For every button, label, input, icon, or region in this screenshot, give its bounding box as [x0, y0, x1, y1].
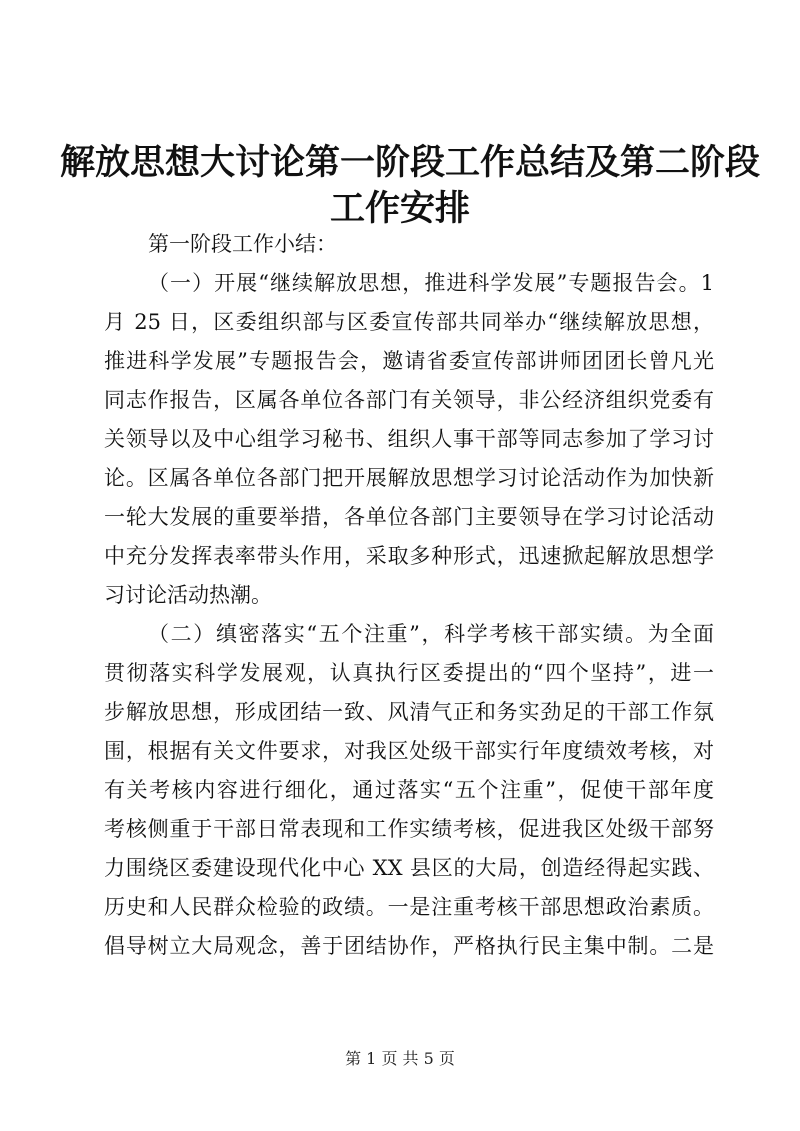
title-line-2: 工作安排 [329, 188, 470, 229]
paragraph-line: 论。区属各单位各部门把开展解放思想学习讨论活动作为加快新 [104, 466, 714, 490]
paragraph-line: （一）开展“继续解放思想，推进科学发展”专题报告会。1 [148, 271, 714, 295]
paragraph-line: 习讨论活动热潮。 [104, 583, 272, 607]
paragraph-line: （二）缜密落实“五个注重”，科学考核干部实绩。为全面 [148, 622, 714, 646]
paragraph-line: 一轮大发展的重要举措，各单位各部门主要领导在学习讨论活动 [104, 505, 714, 529]
section-heading: 第一阶段工作小结： [148, 232, 337, 256]
page-footer: 第 1 页 共 5 页 [345, 1049, 455, 1068]
paragraph-line: 同志作报告，区属各单位各部门有关领导，非公经济组织党委有 [104, 388, 714, 412]
document-body [104, 225, 714, 966]
document-title [60, 140, 761, 232]
paragraph-line: 倡导树立大局观念，善于团结协作，严格执行民主集中制。二是 [104, 934, 714, 958]
paragraph-line: 力围绕区委建设现代化中心 XX 县区的大局，创造经得起实践、 [104, 856, 714, 880]
title-line-1: 解放思想大讨论第一阶段工作总结及第二阶段 [60, 142, 761, 183]
paragraph-line: 推进科学发展”专题报告会，邀请省委宣传部讲师团团长曾凡光 [104, 349, 714, 373]
paragraph-line: 围，根据有关文件要求，对我区处级干部实行年度绩效考核，对 [104, 739, 714, 763]
paragraph-line: 中充分发挥表率带头作用，采取多种形式，迅速掀起解放思想学 [104, 544, 714, 568]
paragraph-line: 有关考核内容进行细化，通过落实“五个注重”，促使干部年度 [104, 778, 714, 802]
paragraph-line: 步解放思想，形成团结一致、风清气正和务实劲足的干部工作氛 [104, 700, 714, 724]
paragraph-line: 历史和人民群众检验的政绩。一是注重考核干部思想政治素质。 [104, 895, 714, 919]
paragraph-line: 贯彻落实科学发展观，认真执行区委提出的“四个坚持”，进一 [104, 661, 714, 685]
paragraph-line: 考核侧重于干部日常表现和工作实绩考核，促进我区处级干部努 [104, 817, 714, 841]
paragraph-line: 月 25 日，区委组织部与区委宣传部共同举办“继续解放思想， [104, 310, 714, 334]
paragraph-line: 关领导以及中心组学习秘书、组织人事干部等同志参加了学习讨 [104, 427, 714, 451]
